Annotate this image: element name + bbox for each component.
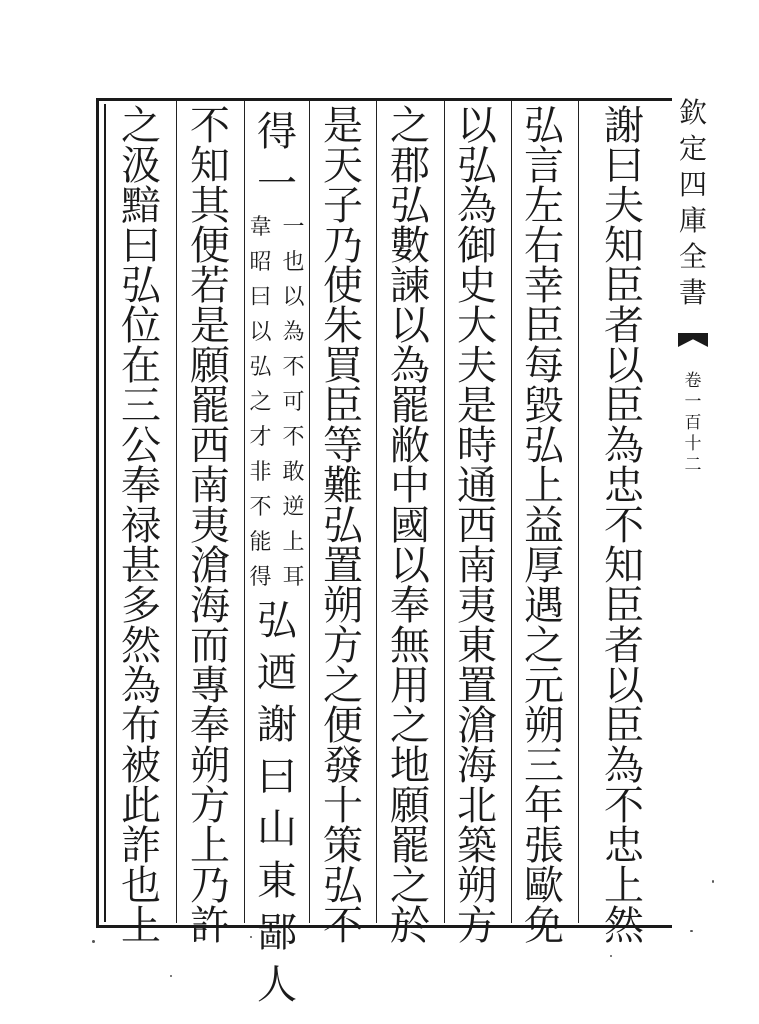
text-char: 滄 bbox=[457, 703, 497, 749]
text-char: 敝 bbox=[390, 423, 430, 469]
commentary-char: 不 bbox=[282, 424, 305, 450]
text-char: 願 bbox=[390, 783, 430, 829]
text-char: 夷 bbox=[190, 503, 230, 549]
text-char: 忠 bbox=[604, 463, 644, 509]
text-char: 夷 bbox=[457, 583, 497, 629]
text-char: 數 bbox=[390, 223, 430, 269]
text-char: 曰 bbox=[121, 223, 161, 269]
text-char: 東 bbox=[257, 858, 297, 904]
text-char: 為 bbox=[604, 743, 644, 789]
text-char: 朔 bbox=[323, 583, 363, 629]
text-char: 詐 bbox=[121, 823, 161, 869]
text-char: 知 bbox=[190, 143, 230, 189]
text-char: 年 bbox=[524, 783, 564, 829]
column-6-head bbox=[244, 106, 310, 210]
text-char: 臣 bbox=[604, 583, 644, 629]
volume-char: 十 bbox=[684, 434, 702, 454]
text-char: 奉 bbox=[390, 583, 430, 629]
text-char: 臣 bbox=[604, 383, 644, 429]
text-char: 方 bbox=[457, 903, 497, 949]
text-char: 難 bbox=[323, 463, 363, 509]
text-char: 弘 bbox=[390, 183, 430, 229]
commentary-char: 昭 bbox=[249, 249, 272, 275]
text-char: 朔 bbox=[190, 743, 230, 789]
text-char: 甚 bbox=[121, 543, 161, 589]
text-char: 罷 bbox=[190, 383, 230, 429]
text-char: 築 bbox=[457, 823, 497, 869]
commentary-char: 不 bbox=[249, 494, 272, 520]
text-char: 中 bbox=[390, 463, 430, 509]
text-char: 布 bbox=[121, 703, 161, 749]
text-char: 願 bbox=[190, 343, 230, 389]
text-char: 張 bbox=[524, 823, 564, 869]
text-char: 弘 bbox=[323, 863, 363, 909]
text-column-6 bbox=[244, 106, 310, 1008]
text-char: 鄙 bbox=[257, 910, 297, 956]
text-char: 以 bbox=[390, 303, 430, 349]
text-char: 弘 bbox=[323, 503, 363, 549]
scan-speck bbox=[690, 930, 693, 932]
text-char: 以 bbox=[390, 543, 430, 589]
commentary-char: 非 bbox=[249, 459, 272, 485]
text-char: 許 bbox=[190, 903, 230, 949]
text-char: 滄 bbox=[190, 543, 230, 589]
text-char: 等 bbox=[323, 423, 363, 469]
commentary-char: 弘 bbox=[249, 354, 272, 380]
commentary-char: 耳 bbox=[282, 564, 305, 590]
text-char: 禄 bbox=[121, 503, 161, 549]
text-char: 左 bbox=[524, 183, 564, 229]
text-char: 通 bbox=[457, 463, 497, 509]
text-char: 知 bbox=[604, 223, 644, 269]
text-column-2 bbox=[511, 103, 577, 949]
text-char: 使 bbox=[323, 263, 363, 309]
text-char: 用 bbox=[390, 663, 430, 709]
text-char: 是 bbox=[323, 103, 363, 149]
text-char: 諫 bbox=[390, 263, 430, 309]
text-char: 南 bbox=[190, 463, 230, 509]
text-char: 海 bbox=[457, 743, 497, 789]
text-char: 位 bbox=[121, 303, 161, 349]
text-char: 以 bbox=[604, 343, 644, 389]
volume-char: 卷 bbox=[684, 371, 702, 391]
text-char: 迺 bbox=[257, 650, 297, 696]
scan-speck bbox=[712, 880, 714, 883]
text-char: 在 bbox=[121, 343, 161, 389]
book-title bbox=[679, 95, 707, 311]
text-char: 西 bbox=[457, 503, 497, 549]
text-char: 東 bbox=[457, 623, 497, 669]
volume-char: 二 bbox=[684, 455, 702, 475]
text-char: 知 bbox=[604, 543, 644, 589]
text-char: 罷 bbox=[390, 823, 430, 869]
commentary-char: 上 bbox=[282, 529, 305, 555]
commentary-char: 韋 bbox=[249, 214, 272, 240]
commentary-char: 得 bbox=[249, 564, 272, 590]
commentary-char: 可 bbox=[282, 389, 305, 415]
commentary-char: 曰 bbox=[249, 284, 272, 310]
text-char: 之 bbox=[390, 703, 430, 749]
title-char: 定 bbox=[678, 132, 707, 165]
scan-speck bbox=[92, 940, 95, 943]
commentary-char: 一 bbox=[282, 214, 305, 240]
text-char: 上 bbox=[524, 463, 564, 509]
text-char: 大 bbox=[457, 303, 497, 349]
text-char: 發 bbox=[323, 743, 363, 789]
text-char: 北 bbox=[457, 783, 497, 829]
text-char: 便 bbox=[323, 703, 363, 749]
text-column-4 bbox=[377, 103, 443, 949]
text-char: 每 bbox=[524, 343, 564, 389]
text-char: 弘 bbox=[121, 263, 161, 309]
text-char: 御 bbox=[457, 223, 497, 269]
text-char: 之 bbox=[121, 103, 161, 149]
text-char: 為 bbox=[121, 663, 161, 709]
text-char: 乃 bbox=[190, 863, 230, 909]
text-char: 得 bbox=[257, 109, 297, 155]
text-char: 海 bbox=[190, 583, 230, 629]
commentary-char: 為 bbox=[282, 319, 305, 345]
text-char: 之 bbox=[390, 103, 430, 149]
text-char: 三 bbox=[524, 743, 564, 789]
commentary-block bbox=[244, 210, 310, 595]
commentary-char: 不 bbox=[282, 354, 305, 380]
commentary-char: 以 bbox=[249, 319, 272, 345]
commentary-char: 以 bbox=[282, 284, 305, 310]
text-char: 為 bbox=[390, 343, 430, 389]
text-char: 其 bbox=[190, 183, 230, 229]
text-char: 史 bbox=[457, 263, 497, 309]
text-char: 一 bbox=[257, 161, 297, 207]
text-char: 元 bbox=[524, 663, 564, 709]
commentary-right-line bbox=[244, 210, 277, 595]
text-char: 罷 bbox=[390, 383, 430, 429]
text-char: 忠 bbox=[604, 823, 644, 869]
title-char: 庫 bbox=[678, 204, 707, 237]
text-char: 奉 bbox=[190, 703, 230, 749]
text-char: 夫 bbox=[604, 183, 644, 229]
text-char: 臣 bbox=[604, 263, 644, 309]
text-char: 置 bbox=[457, 663, 497, 709]
text-char: 然 bbox=[121, 623, 161, 669]
text-char: 上 bbox=[121, 903, 161, 949]
commentary-char: 逆 bbox=[282, 494, 305, 520]
text-char: 之 bbox=[524, 623, 564, 669]
text-char: 乃 bbox=[323, 223, 363, 269]
text-char: 者 bbox=[604, 623, 644, 669]
volume-number bbox=[685, 371, 702, 476]
scan-speck bbox=[610, 955, 612, 957]
text-char: 為 bbox=[604, 423, 644, 469]
text-char: 右 bbox=[524, 223, 564, 269]
text-char: 南 bbox=[457, 543, 497, 589]
text-char: 國 bbox=[390, 503, 430, 549]
text-char: 厚 bbox=[524, 543, 564, 589]
text-char: 也 bbox=[121, 863, 161, 909]
text-char: 朔 bbox=[524, 703, 564, 749]
text-char: 專 bbox=[190, 663, 230, 709]
text-char: 臣 bbox=[524, 303, 564, 349]
text-char: 臣 bbox=[604, 703, 644, 749]
text-char: 上 bbox=[604, 863, 644, 909]
title-char: 書 bbox=[678, 276, 707, 309]
volume-char: 一 bbox=[684, 392, 702, 412]
text-char: 毀 bbox=[524, 383, 564, 429]
text-column-8 bbox=[106, 103, 176, 949]
text-char: 置 bbox=[323, 543, 363, 589]
text-char: 不 bbox=[604, 503, 644, 549]
text-char: 遇 bbox=[524, 583, 564, 629]
text-char: 此 bbox=[121, 783, 161, 829]
text-char: 弘 bbox=[524, 103, 564, 149]
text-char: 臣 bbox=[323, 383, 363, 429]
text-char: 山 bbox=[257, 806, 297, 852]
text-char: 多 bbox=[121, 583, 161, 629]
text-char: 若 bbox=[190, 263, 230, 309]
text-char: 幸 bbox=[524, 263, 564, 309]
volume-char: 百 bbox=[684, 413, 702, 433]
text-column-5 bbox=[310, 103, 376, 949]
scan-speck bbox=[170, 975, 172, 977]
text-char: 被 bbox=[121, 743, 161, 789]
text-char: 益 bbox=[524, 503, 564, 549]
text-char: 三 bbox=[121, 383, 161, 429]
commentary-char: 也 bbox=[282, 249, 305, 275]
text-char: 免 bbox=[524, 903, 564, 949]
text-char: 子 bbox=[323, 183, 363, 229]
text-char: 西 bbox=[190, 423, 230, 469]
fish-tail-mark bbox=[678, 333, 708, 347]
text-char: 歐 bbox=[524, 863, 564, 909]
text-char: 買 bbox=[323, 343, 363, 389]
text-char: 朱 bbox=[323, 303, 363, 349]
text-char: 弘 bbox=[257, 598, 297, 644]
text-char: 郡 bbox=[390, 143, 430, 189]
text-char: 以 bbox=[604, 663, 644, 709]
column-6-tail bbox=[244, 595, 310, 1011]
text-char: 弘 bbox=[457, 143, 497, 189]
text-char: 弘 bbox=[524, 423, 564, 469]
text-char: 者 bbox=[604, 303, 644, 349]
text-char: 於 bbox=[390, 903, 430, 949]
text-char: 以 bbox=[457, 103, 497, 149]
commentary-left-line bbox=[277, 210, 310, 595]
text-char: 言 bbox=[524, 143, 564, 189]
title-char: 全 bbox=[678, 240, 707, 273]
text-char: 汲 bbox=[121, 143, 161, 189]
text-char: 十 bbox=[323, 783, 363, 829]
text-char: 黯 bbox=[121, 183, 161, 229]
commentary-char: 敢 bbox=[282, 459, 305, 485]
margin-header bbox=[675, 95, 711, 635]
text-char: 不 bbox=[323, 903, 363, 949]
text-char: 公 bbox=[121, 423, 161, 469]
text-char: 曰 bbox=[604, 143, 644, 189]
text-char: 無 bbox=[390, 623, 430, 669]
text-char: 上 bbox=[190, 823, 230, 869]
text-char: 不 bbox=[604, 783, 644, 829]
text-char: 便 bbox=[190, 223, 230, 269]
text-char: 而 bbox=[190, 623, 230, 669]
text-char: 不 bbox=[190, 103, 230, 149]
text-char: 曰 bbox=[257, 754, 297, 800]
text-char: 之 bbox=[323, 663, 363, 709]
text-char: 天 bbox=[323, 143, 363, 189]
text-column-7 bbox=[177, 103, 243, 949]
commentary-char: 才 bbox=[249, 424, 272, 450]
scan-speck bbox=[250, 936, 252, 938]
commentary-char: 之 bbox=[249, 389, 272, 415]
text-char: 之 bbox=[390, 863, 430, 909]
text-char: 人 bbox=[257, 962, 297, 1008]
title-char: 欽 bbox=[678, 96, 707, 129]
text-char: 謝 bbox=[604, 103, 644, 149]
text-column-3 bbox=[444, 103, 510, 949]
text-char: 夫 bbox=[457, 343, 497, 389]
text-char: 地 bbox=[390, 743, 430, 789]
text-char: 方 bbox=[323, 623, 363, 669]
text-char: 謝 bbox=[257, 702, 297, 748]
commentary-char: 能 bbox=[249, 529, 272, 555]
text-char: 是 bbox=[190, 303, 230, 349]
text-char: 方 bbox=[190, 783, 230, 829]
text-char: 時 bbox=[457, 423, 497, 469]
text-char: 策 bbox=[323, 823, 363, 869]
text-char: 然 bbox=[604, 903, 644, 949]
text-column-1 bbox=[578, 103, 670, 949]
text-char: 為 bbox=[457, 183, 497, 229]
title-char: 四 bbox=[678, 168, 707, 201]
text-char: 朔 bbox=[457, 863, 497, 909]
text-char: 奉 bbox=[121, 463, 161, 509]
text-char: 是 bbox=[457, 383, 497, 429]
